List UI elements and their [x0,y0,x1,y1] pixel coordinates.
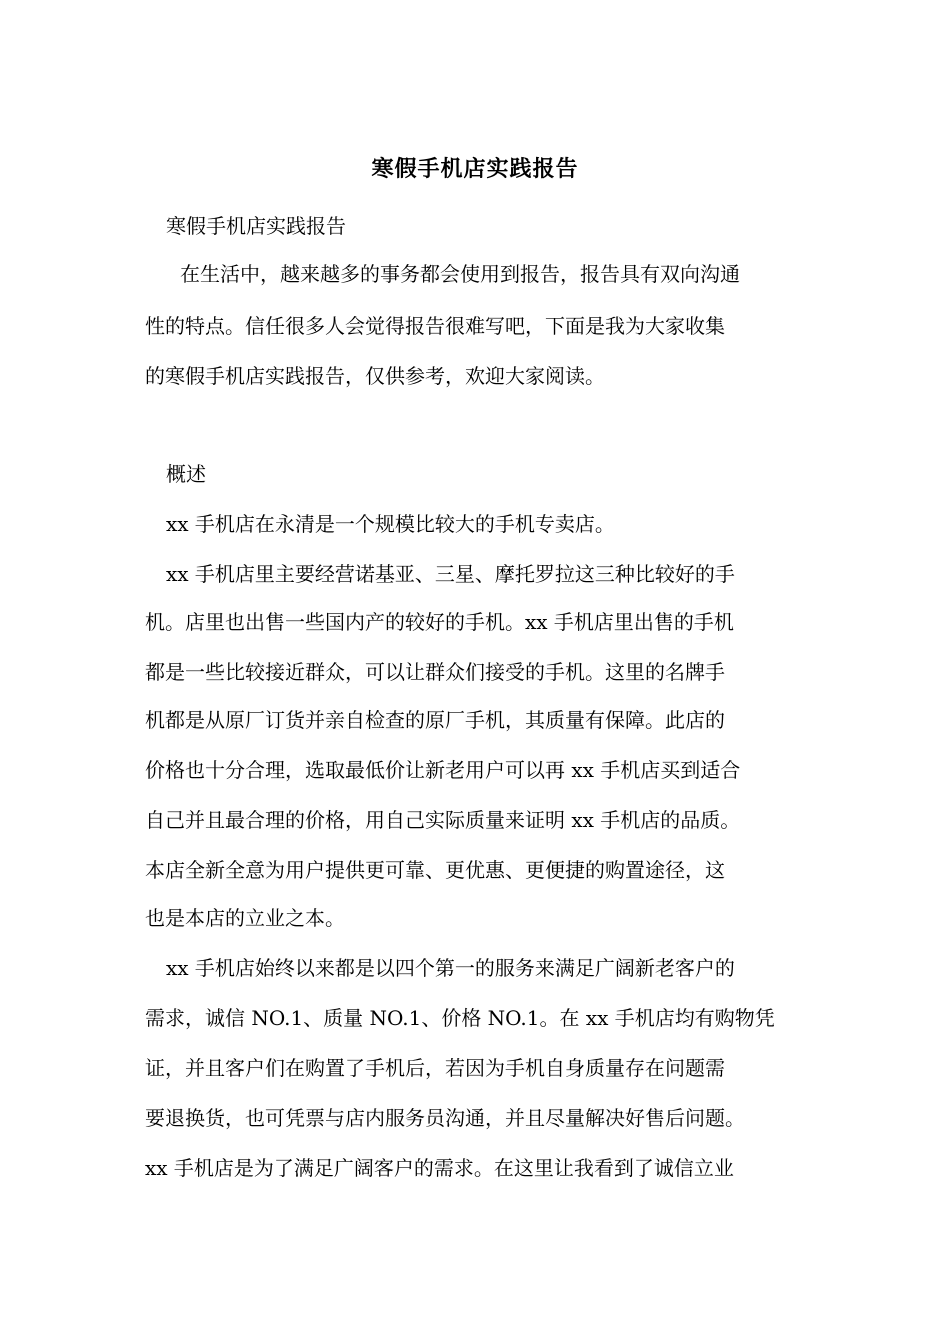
paragraph-line: 也是本店的立业之本。 [145,906,345,930]
paragraph-line: 证，并且客户们在购置了手机后，若因为手机自身质量存在问题需 [145,1056,725,1080]
paragraph-line: 自己并且最合理的价格，用自己实际质量来证明 xx 手机店的品质。 [145,808,741,832]
paragraph-line: 机都是从原厂订货并亲自检查的原厂手机，其质量有保障。此店的 [145,708,725,732]
paragraph-line: 性的特点。信任很多人会觉得报告很难写吧，下面是我为大家收集 [145,314,725,338]
paragraph-line: xx 手机店里主要经营诺基亚、三星、摩托罗拉这三种比较好的手 [166,562,735,586]
paragraph-line: 的寒假手机店实践报告，仅供参考，欢迎大家阅读。 [145,364,605,388]
paragraph-line: 本店全新全意为用户提供更可靠、更优惠、更便捷的购置途径，这 [145,858,725,882]
paragraph-line: 在生活中，越来越多的事务都会使用到报告，报告具有双向沟通 [180,262,740,286]
paragraph-line: xx 手机店是为了满足广阔客户的需求。在这里让我看到了诚信立业 [145,1156,734,1180]
paragraph-line: 都是一些比较接近群众，可以让群众们接受的手机。这里的名牌手 [145,660,725,684]
section-heading: 概述 [166,462,206,486]
paragraph-line: xx 手机店在永清是一个规模比较大的手机专卖店。 [166,512,615,536]
document-subtitle: 寒假手机店实践报告 [166,214,346,238]
paragraph-line: 价格也十分合理，选取最低价让新老用户可以再 xx 手机店买到适合 [145,758,741,782]
document-title: 寒假手机店实践报告 [371,156,579,182]
paragraph-line: 需求，诚信 NO.1、质量 NO.1、价格 NO.1。在 xx 手机店均有购物凭 [145,1006,775,1030]
paragraph-line: xx 手机店始终以来都是以四个第一的服务来满足广阔新老客户的 [166,956,735,980]
paragraph-line: 机。店里也出售一些国内产的较好的手机。xx 手机店里出售的手机 [145,610,734,634]
paragraph-line: 要退换货，也可凭票与店内服务员沟通，并且尽量解决好售后问题。 [145,1106,745,1130]
